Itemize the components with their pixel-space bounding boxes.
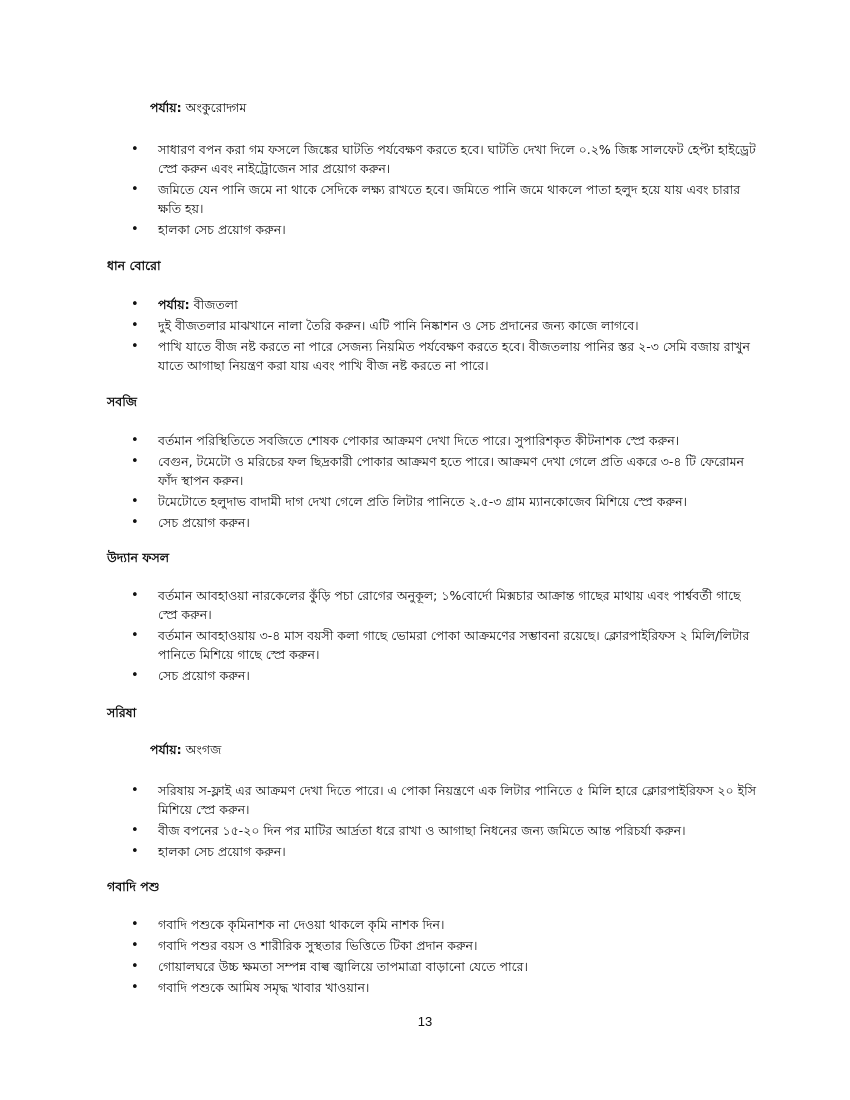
stage-line [150,742,221,762]
bullet-list [0,915,850,999]
section-heading: সবজি [107,394,137,409]
list-item: • গবাদি পশুর বয়স ও শারীরিক সুস্থতার ভিত্তিতে টিকা প্রদান করুন। [0,936,850,955]
list-item: • সেচ প্রয়োগ করুন। [0,666,850,685]
stage-value: বীজতলা [193,297,238,312]
list-item: • বর্তমান আবহাওয়া নারকেলের কুঁড়ি পচা রোগের অনুকূল; ১%বোর্দো মিক্সচার আক্রান্ত গাছের মাথায় এবং পার্শ্ববর্তী গাছে স্প্রে করুন। [0,586,850,624]
list-item: • সাধারণ বপন করা গম ফসলে জিঙ্কের ঘাটতি পর্যবেক্ষণ করতে হবে। ঘাটতি দেখা দিলে ০.২% জিঙ্ক সালফেট হেপ্টা হাইড্রেট স্প্রে করুন এবং নাইট্রোজেন সার প্রয়োগ করুন। [0,140,850,178]
bullet-list [0,295,850,377]
list-item: • টমেটোতে হলুদাভ বাদামী দাগ দেখা গেলে প্রতি লিটার পানিতে ২.৫-৩ গ্রাম ম্যানকোজেব মিশিয়ে স্প্রে করুন। [0,492,850,511]
list-item: • সেচ প্রয়োগ করুন। [0,513,850,532]
bullet-list [0,431,850,534]
stage-label: পর্যায়: [158,297,190,312]
bullet-list [0,781,850,863]
page-number: 13 [417,1014,433,1029]
list-item: • গোয়ালঘরে উচ্চ ক্ষমতা সম্পন্ন বাল্ব জ্বালিয়ে তাপমাত্রা বাড়ানো যেতে পারে। [0,957,850,976]
bullet-list [0,140,850,241]
list-item: • বীজ বপনের ১৫-২০ দিন পর মাটির আর্দ্রতা ধরে রাখা ও আগাছা নিধনের জন্য জমিতে আন্ত পরিচর্যা করুন। [0,821,850,840]
list-item: • হালকা সেচ প্রয়োগ করুন। [0,220,850,239]
list-item [0,295,850,314]
list-item: • বর্তমান পরিস্থিতিতে সবজিতে শোষক পোকার আক্রমণ দেখা দিতে পারে। সুপারিশকৃত কীটনাশক স্প্রে করুন। [0,431,850,450]
stage-label: পর্যায়: [150,100,182,115]
list-item: • বেগুন, টমেটো ও মরিচের ফল ছিদ্রকারী পোকার আক্রমণ হতে পারে। আক্রমণ দেখা গেলে প্রতি একরে ৩-৪ টি ফেরোমন ফাঁদ স্থাপন করুন। [0,452,850,490]
bullet-list [0,586,850,687]
stage-line [150,100,246,120]
list-item: • হালকা সেচ প্রয়োগ করুন। [0,842,850,861]
section-heading: সরিষা [107,705,137,720]
section-heading: ধান বোরো [107,258,161,273]
list-item: • বর্তমান আবহাওয়ায় ৩-৪ মাস বয়সী কলা গাছে ভোমরা পোকা আক্রমণের সম্ভাবনা রয়েছে। ক্লোরপাইরিফস ২ মিলি/লিটার পানিতে মিশিয়ে গাছে স্প্রে করুন। [0,626,850,664]
list-item: • গবাদি পশুকে কৃমিনাশক না দেওয়া থাকলে কৃমি নাশক দিন। [0,915,850,934]
stage-label: পর্যায়: [150,742,182,757]
list-item: • সরিষায় স-ফ্লাই এর আক্রমণ দেখা দিতে পারে। এ পোকা নিয়ন্ত্রণে এক লিটার পানিতে ৫ মিলি হারে ক্লোরপাইরিফস ২০ ইসি মিশিয়ে স্প্রে করুন। [0,781,850,819]
section-heading: গবাদি পশু [107,879,160,894]
list-item: • দুই বীজতলার মাঝখানে নালা তৈরি করুন। এটি পানি নিষ্কাশন ও সেচ প্রদানের জন্য কাজে লাগবে। [0,316,850,335]
stage-value: অংকুরোদ্গম [185,100,247,115]
section-heading: উদ্যান ফসল [107,550,170,565]
list-item: • জমিতে যেন পানি জমে না থাকে সেদিকে লক্ষ্য রাখতে হবে। জমিতে পানি জমে থাকলে পাতা হলুদ হয়ে যায় এবং চারার ক্ষতি হয়। [0,180,850,218]
stage-value: অংগজ [185,742,222,757]
list-item: • পাখি যাতে বীজ নষ্ট করতে না পারে সেজন্য নিয়মিত পর্যবেক্ষণ করতে হবে। বীজতলায় পানির স্তর ২-৩ সেমি বজায় রাখুন যাতে আগাছা নিয়ন্ত্রণ করা যায় এবং পাখি বীজ নষ্ট করতে না পারে। [0,337,850,375]
list-item: • গবাদি পশুকে আমিষ সমৃদ্ধ খাবার খাওয়ান। [0,978,850,997]
